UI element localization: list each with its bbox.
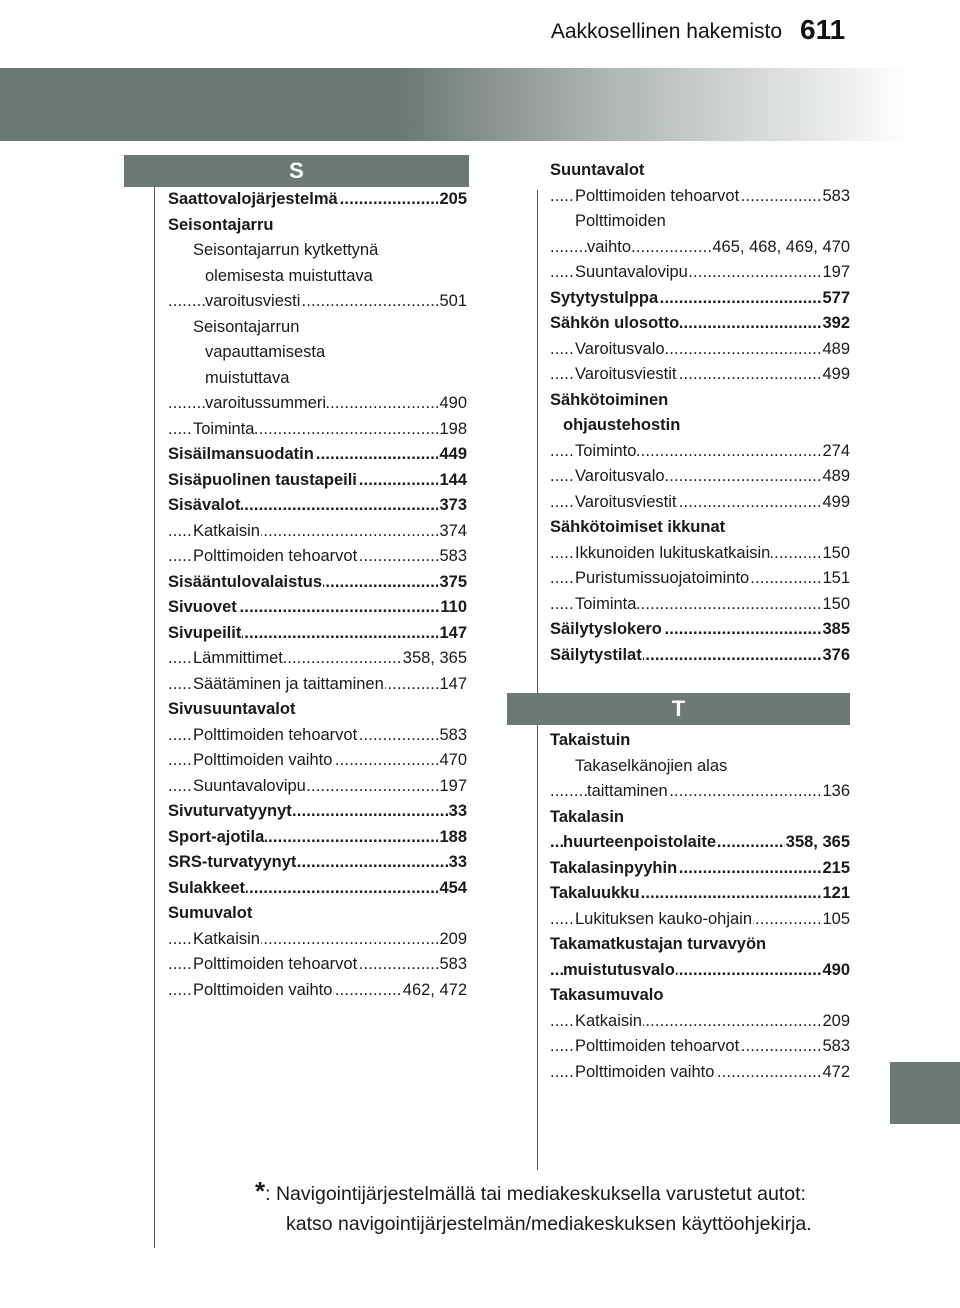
index-entry-term: Katkaisin <box>575 1011 642 1030</box>
index-entry <box>168 595 467 621</box>
index-entry-page: 144 <box>438 468 467 494</box>
index-entry-page: 105 <box>821 907 850 933</box>
index-entry-page: 147 <box>438 621 467 647</box>
index-entry <box>550 1034 850 1060</box>
footnote-line-2: katso navigointijärjestelmän/mediakeskuksen käyttöohjekirja. <box>286 1213 812 1235</box>
index-entry <box>550 566 850 592</box>
index-entry <box>550 515 850 541</box>
section-thumb-tab <box>890 1062 960 1124</box>
index-entry-page: 150 <box>821 541 850 567</box>
index-entry <box>168 417 467 443</box>
index-entry <box>550 983 850 1009</box>
index-entry <box>550 286 850 312</box>
index-entry <box>168 519 467 545</box>
index-entry-term: Sisäpuolinen taustapeili <box>168 470 357 489</box>
index-entry <box>168 442 467 468</box>
index-entry-term: Polttimoiden vaihto <box>193 751 333 769</box>
index-entry-page: 136 <box>821 779 850 805</box>
index-entry-term: Ikkunoiden lukituskatkaisin <box>575 543 771 562</box>
index-entry <box>550 464 850 490</box>
index-entry-page: 151 <box>821 566 850 592</box>
index-entry <box>168 340 467 366</box>
index-entry-term: muistuttava <box>205 368 290 387</box>
index-entry <box>168 238 467 264</box>
index-entry-term: ohjaustehostin <box>563 416 681 434</box>
index-entry <box>168 672 467 698</box>
index-entry-term: Seisontajarrun <box>193 317 300 336</box>
index-entry <box>550 779 850 805</box>
index-entry-term: varoitussummeri <box>205 394 327 412</box>
index-entry-term: Sähkötoimiset ikkunat <box>550 518 726 536</box>
index-entry-term: Sumuvalot <box>168 904 253 922</box>
index-entry <box>550 541 850 567</box>
index-entry <box>550 1060 850 1086</box>
index-entry-page: 499 <box>821 362 850 388</box>
index-entry <box>550 184 850 210</box>
index-entry-term: Sulakkeet <box>168 878 246 897</box>
index-entry <box>168 493 467 519</box>
footnote-asterisk: * <box>255 1176 266 1206</box>
index-entry-term: Toiminta <box>575 594 637 613</box>
index-entry-term: vaihto <box>587 237 632 256</box>
index-entry-page: 454 <box>438 876 467 902</box>
index-entry-page: 209 <box>821 1009 850 1035</box>
index-entry-page: 583 <box>438 952 467 978</box>
index-entry <box>168 264 467 290</box>
index-entry-term: Takaistuin <box>550 731 631 749</box>
index-entry-term: SRS-turvatyynyt <box>168 853 297 871</box>
index-entry-page: 489 <box>821 464 850 490</box>
index-entry <box>550 643 850 669</box>
index-entry <box>168 468 467 494</box>
index-entry <box>550 592 850 618</box>
index-entry-page: 188 <box>438 825 467 851</box>
index-entry-page: 490 <box>821 958 850 984</box>
index-entry-term: Seisontajarru <box>168 215 274 234</box>
index-entry-page: 385 <box>821 617 850 643</box>
index-entry <box>550 805 850 831</box>
index-entry-term: olemisesta muistuttava <box>205 266 373 285</box>
index-entry <box>550 1009 850 1035</box>
index-entry-page: 198 <box>438 417 467 443</box>
index-entry-page: 33 <box>448 850 467 876</box>
index-entry-page: 577 <box>821 286 850 312</box>
index-entry-term: huurteenpoistolaite <box>563 833 717 851</box>
index-entry-term: Suuntavalovipu <box>575 263 688 281</box>
index-entry-page: 583 <box>438 723 467 749</box>
index-entry-term: Takaselkänojien alas <box>575 756 728 775</box>
index-entry <box>550 490 850 516</box>
index-entry <box>168 901 467 927</box>
index-entry <box>168 366 467 392</box>
index-entry-term: Takaluukku <box>550 884 640 902</box>
index-entry <box>550 388 850 414</box>
index-entry <box>168 289 467 315</box>
index-entry-page: 374 <box>438 519 467 545</box>
header-banner <box>0 68 960 141</box>
index-entry-page: 392 <box>821 311 850 337</box>
index-entry-term: Suuntavalot <box>550 161 645 179</box>
index-entry <box>168 621 467 647</box>
index-entry-term: Puristumissuojatoiminto <box>575 569 750 587</box>
index-entry-page: 470 <box>438 748 467 774</box>
index-entry-page: 501 <box>438 289 467 315</box>
index-entry-page: 147 <box>438 672 467 698</box>
index-entry <box>168 391 467 417</box>
index-entry <box>168 952 467 978</box>
index-entry-term: varoitusviesti <box>205 292 301 310</box>
index-entry-term: Sport-ajotila <box>168 827 265 846</box>
index-entry-page: 376 <box>821 643 850 669</box>
index-entry-page: 197 <box>821 260 850 286</box>
index-entry <box>168 187 467 213</box>
footnote <box>255 1176 855 1239</box>
index-entry-page: 583 <box>821 1034 850 1060</box>
index-entry <box>550 439 850 465</box>
index-entry <box>168 723 467 749</box>
index-entry-term: Sivuturvatyynyt <box>168 802 292 820</box>
index-entry <box>550 830 850 856</box>
left-index-column <box>168 187 467 1003</box>
index-entry-page: 449 <box>438 442 467 468</box>
index-entry <box>550 958 850 984</box>
index-entry <box>550 907 850 933</box>
index-entry-term: Polttimoiden vaihto <box>575 1062 715 1081</box>
index-entry-term: Varoitusvalo <box>575 339 665 358</box>
section-header-t: T <box>507 693 850 725</box>
index-entry-page: 499 <box>821 490 850 516</box>
page-number: 611 <box>800 14 846 45</box>
index-entry-term: Säilytystilat <box>550 645 642 664</box>
index-entry-term: Takasumuvalo <box>550 986 664 1004</box>
index-entry-term: Sisääntulovalaistus <box>168 572 323 591</box>
index-entry <box>168 697 467 723</box>
index-entry-term: Sivuovet <box>168 598 237 616</box>
index-entry-page: 358, 365 <box>785 830 850 856</box>
section-header-s: S <box>124 155 469 187</box>
index-entry-page: 472 <box>821 1060 850 1086</box>
index-entry-term: Saattovalojärjestelmä <box>168 190 338 208</box>
index-entry-term: Polttimoiden tehoarvot <box>575 1037 740 1055</box>
footnote-line-1: : Navigointijärjestelmällä tai mediakeskuksella varustetut autot: <box>265 1183 806 1205</box>
index-entry <box>550 311 850 337</box>
index-entry <box>168 315 467 341</box>
index-entry-page: 205 <box>438 187 467 213</box>
index-entry-term: Polttimoiden tehoarvot <box>193 955 358 973</box>
running-header-title: Aakkosellinen hakemisto <box>550 20 782 43</box>
index-entry-term: taittaminen <box>587 782 668 800</box>
index-entry-term: Lukituksen kauko-ohjain <box>575 909 753 928</box>
index-entry <box>550 932 850 958</box>
index-entry <box>550 413 850 439</box>
index-entry <box>168 850 467 876</box>
index-entry-page: 489 <box>821 337 850 363</box>
index-entry <box>550 337 850 363</box>
index-entry <box>168 646 467 672</box>
index-entry-term: vapauttamisesta <box>205 343 326 361</box>
index-entry <box>168 213 467 239</box>
index-entry-page: 110 <box>439 595 467 621</box>
index-entry-term: Sytytystulppa <box>550 288 659 307</box>
index-entry-term: Sisävalot <box>168 496 241 514</box>
index-entry-term: Takamatkustajan turvavyön <box>550 935 767 953</box>
index-entry <box>168 978 467 1004</box>
index-entry-page: 462, 472 <box>402 978 467 1004</box>
index-entry-term: Säilytyslokero <box>550 620 662 638</box>
index-entry-page: 358, 365 <box>402 646 467 672</box>
index-entry-term: Toiminta <box>193 419 255 438</box>
right-index-column-s <box>550 158 850 668</box>
right-column-rule <box>537 190 538 1170</box>
index-entry-page: 375 <box>438 570 467 596</box>
index-entry-term: Polttimoiden <box>575 212 666 230</box>
index-entry-page: 373 <box>438 493 467 519</box>
left-column-rule <box>154 186 155 1248</box>
index-entry-page: 465, 468, 469, 470 <box>711 235 850 261</box>
index-entry-term: Takalasinpyyhin <box>550 858 678 877</box>
index-entry <box>168 927 467 953</box>
index-entry-page: 583 <box>821 184 850 210</box>
index-entry <box>550 856 850 882</box>
index-entry <box>550 235 850 261</box>
index-entry-term: Varoitusviestit <box>575 492 677 511</box>
index-entry-term: Sähkötoiminen <box>550 390 669 409</box>
index-entry-page: 150 <box>821 592 850 618</box>
index-entry-page: 274 <box>821 439 850 465</box>
index-entry-term: Takalasin <box>550 807 624 826</box>
index-entry <box>550 754 850 780</box>
index-entry-page: 33 <box>448 799 467 825</box>
index-entry-term: Polttimoiden tehoarvot <box>193 547 358 565</box>
index-entry <box>168 825 467 851</box>
index-entry-page: 215 <box>821 856 850 882</box>
index-entry <box>550 728 850 754</box>
index-entry <box>550 881 850 907</box>
index-entry-page: 490 <box>438 391 467 417</box>
index-entry <box>168 799 467 825</box>
index-entry-page: 209 <box>438 927 467 953</box>
index-entry-term: muistutusvalo <box>563 960 675 979</box>
index-entry-term: Sivupeilit <box>168 623 242 642</box>
index-entry <box>550 209 850 235</box>
index-entry-term: Sisäilmansuodatin <box>168 445 314 463</box>
index-entry-term: Säätäminen ja taittaminen <box>193 674 384 693</box>
index-entry-term: Varoitusviestit <box>575 365 677 383</box>
index-entry-term: Polttimoiden tehoarvot <box>575 186 740 205</box>
index-entry-page: 121 <box>821 881 850 907</box>
index-entry <box>550 158 850 184</box>
index-entry <box>168 544 467 570</box>
index-entry-term: Lämmittimet <box>193 649 283 667</box>
index-entry-term: Varoitusvalo <box>575 467 665 485</box>
index-entry <box>550 617 850 643</box>
index-entry-term: Seisontajarrun kytkettynä <box>193 241 379 259</box>
index-entry-term: Katkaisin <box>193 929 260 948</box>
index-entry <box>550 362 850 388</box>
index-entry <box>168 876 467 902</box>
index-entry <box>168 570 467 596</box>
index-entry-term: Polttimoiden vaihto <box>193 980 333 999</box>
index-entry <box>168 774 467 800</box>
index-entry-page: 583 <box>438 544 467 570</box>
index-entry-term: Polttimoiden tehoarvot <box>193 725 358 744</box>
index-entry-page: 197 <box>438 774 467 800</box>
index-entry-term: Sähkön ulosotto <box>550 314 680 332</box>
index-entry-term: Suuntavalovipu <box>193 776 306 795</box>
index-entry-term: Sivusuuntavalot <box>168 700 296 718</box>
right-index-column-t <box>550 728 850 1085</box>
index-entry <box>550 260 850 286</box>
index-entry-term: Katkaisin <box>193 521 260 540</box>
index-entry-term: Toiminto <box>575 441 637 460</box>
index-entry <box>168 748 467 774</box>
